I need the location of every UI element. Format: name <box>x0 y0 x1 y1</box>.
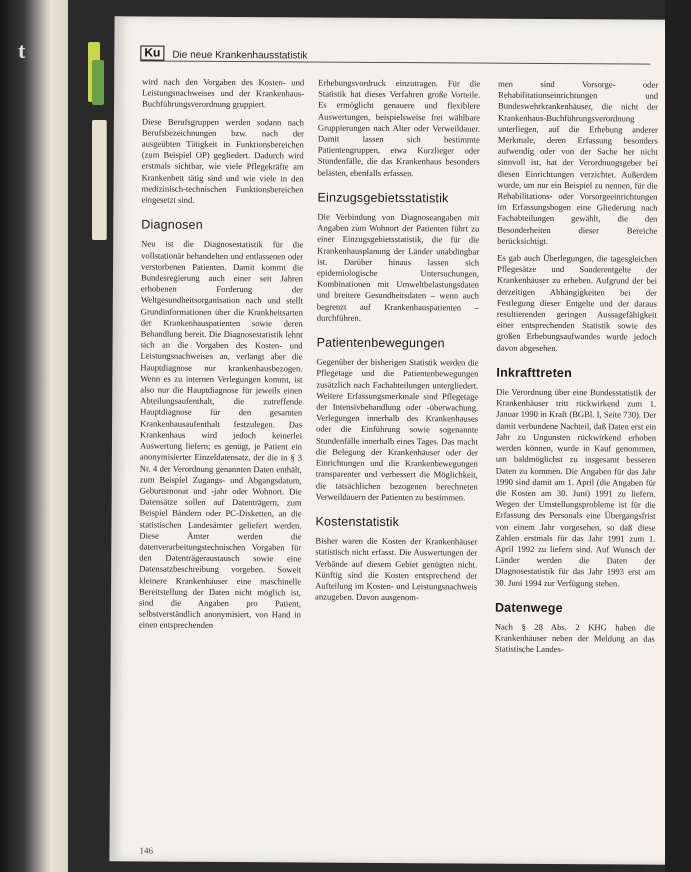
section-heading: Kostenstatistik <box>315 514 400 529</box>
section-heading: Einzugsgebietsstatistik <box>317 190 449 206</box>
text-column-2 <box>315 78 480 610</box>
paragraph: Neu ist die Diagnosestatistik für die vollstationär behandelten und entlassenen oder verstorbenen Patienten. Damit kommt die Bundesregierung auch einer seit Jahren erhobenen Forderung der Weltgesundheitsorganisation nach und stellt Grundinformationen über die Krankheitsarten der Krankenhauspatienten sowie deren Behandlung bereit. Die Diagnosestatistik lehnt sich an die Vorgaben des Kosten- und Leistungsnachweises an, verlangt aber die Hauptdiagnose nur krankenhausbezogen. Wenn es zu internen Verlegungen kommt, ist also nur die Hauptdiagnose für jeweils einen Abteilungsaufenthalt, die zutreffende Hauptdiagnose für den gesamten Krankenhausaufenthalt festzulegen. Das Krankenhaus wird jedoch keinerlei Auswertung liefern; es genügt, je Patient ein anonymisierter Einzeldatensatz, der die in § 3 Nr. 4 der Verordnung genannten Daten enthält, zum Beispiel Zugangs- und Abgangsdatum, Geburtsmonat und -jahr oder Wohnort. Die Datensätze sollen auf Datenträgern, zum Beispiel Bändern oder PC-Disketten, an die statistischen Landesämter geliefert werden. Diese Ämter werden die datenverarbeitungstechnischen Vorgaben für den Datenträgeraustausch sowie eine Datensatzbeschreibung vorgeben. Soweit kleinere Krankenhäuser eine maschinelle Bereitstellung der Daten nicht möglich ist, sind die Angaben pro Patient, selbstverständlich anonymisiert, von Hand in einen entsprechenden <box>138 238 304 631</box>
paragraph: Die Verordnung über eine Bundesstatistik der Krankenhäuser tritt rückwirkend zum 1. Januar 1990 in Kraft (BGBl. I, Seite 730). Der damit verbundene Nachteil, daß Daten erst ein Jahr zu Ungunsten rückwirkend erhoben werden können, wurde in Kauf genommen, um baldmöglichst zu insgesamt besseren Daten zu kommen. Die Angaben für das Jahr 1990 sind damit am 1. April (die Angaben für die Kosten am 30. Juni) 1991 zu liefern. Wegen der Umstellungsprobleme ist für die Erfassung des Personals eine Übergangsfrist von einem Jahr vorgesehen, so daß diese Zahlen erstmals für das Jahr 1991 zum 1. April 1992 zu liefern sind. Auf Wunsch der Länder werden die Daten der Diagnosestatistik für das Jahr 1993 erst am 30. Juni 1994 zur Verfügung stehen. <box>495 386 657 588</box>
paragraph: wird nach den Vorgaben des Kosten- und Leistungsnachweises und der Krankenhaus-Buchführungsverordnung gruppiert. <box>142 76 305 110</box>
spine-letter: t <box>18 38 26 63</box>
page-stack-edge <box>92 120 107 240</box>
text-column-1 <box>139 76 304 638</box>
publication-logo: Ku <box>140 45 164 60</box>
scan-border <box>665 0 691 872</box>
section-heading: Patientenbewegungen <box>316 335 445 351</box>
paragraph: Diese Berufsgruppen werden sodann nach Berufsbezeichnungen bzw. nach der ausgeübten Tätigkeit in Funktionsbereichen (zum Beispiel OP) gegliedert. Dadurch wird erstmals sichtbar, wie viele Pflegekräfte am Krankenbett tätig sind und wie viele in den medizinisch-technischen Funktionsbereichen eingesetzt sind. <box>141 116 304 205</box>
section-heading: Diagnosen <box>141 217 203 233</box>
paragraph: Die Verbindung von Diagnoseangaben mit Angaben zum Wohnort der Patienten führt zu einer Einzugsgebietsstatistik, die für die Krankenhausplanung der Länder unabdingbar ist. Darüber hinaus lassen sich epidemiologische Untersuchungen, Kombinationen mit Umweltbelastungsdaten und breitere Gesundheitsdaten – wenn auch begrenzt auf Krankenhauspatienten – durchführen. <box>316 211 480 323</box>
page-number: 146 <box>139 845 154 856</box>
paragraph: Es gab auch Überlegungen, die tagesgleichen Pflegesätze und Sonderentgelte der Krankenhäuser zu erheben. Aufgrund der bei derzeitigen Abhängigkeiten bei der Festlegung dieser Entgelte und der daraus resultierenden geringen Aussagefähigkeit einer entsprechenden Statistik sowie des großen Erhebungsaufwandes wurde jedoch davon abgesehen. <box>496 252 658 353</box>
running-header <box>140 44 650 64</box>
running-title: Die neue Krankenhausstatistik <box>172 49 308 62</box>
section-heading: Datenwege <box>494 600 563 615</box>
paragraph: Erhebungsvordruck einzutragen. Für die Statistik hat dieses Verfahren große Vorteile. Es ermöglicht genauere und flexiblere Auswertungen, beispielsweise frei wählbare Gruppierungen nach Alter oder Verweildauer. Damit lassen sich bestimmte Patientengruppen, etwa Kurzlieger oder Stundenfälle, die das Krankenhaus besonders belasten, ebenfalls erfassen. <box>317 77 481 178</box>
paragraph: Gegenüber der bisherigen Statistik werden die Pflegetage und die Patientenbewegungen zusätzlich nach Fachabteilungen untergliedert. Weitere Erfassungsmerkmale sind Pflegetage der Intensivbehandlung oder -überwachung. Verlegungen innerhalb des Krankenhauses oder die Einführung sowie sogenannte Stundenfälle innerhalb eines Tages. Das macht die Belegung der Krankenhäuser oder der Einrichtungen und die Krankenbewegungen transparenter und verbessert die Möglichkeit, die tatsächlichen bezogenen berechneten Verweildauern der Patienten zu bestimmen. <box>315 356 479 503</box>
paragraph: Nach § 28 Abs. 2 KHG haben die Krankenhäuser neben der Meldung an das Statistische Landes- <box>494 621 655 655</box>
bookmark-tab <box>92 60 104 105</box>
book-spine <box>0 0 68 872</box>
paragraph: men sind Vorsorge- oder Rehabilitationseinrichtungen und Bundeswehrkrankenhäuser, die nicht der Krankenhaus-Buchführungsverordnung unterliegen, auf die Erhebung anderer Merkmale, deren Erfassung besonders aufwendig oder von der Sache her nicht sinnvoll ist, hat der Verordnungsgeber bei diesen Einrichtungen verzichtet. Außerdem wurde, um nur ein Beispiel zu nennen, für die Rehabilitations- oder Vorsorgeeinrichtungen im Erfassungsbogen eine Gliederung nach Fachabteilungen gewählt, die den Besonderheiten dieser Bereiche berücksichtigt. <box>497 78 659 246</box>
document-page <box>109 16 672 864</box>
paragraph: Bisher waren die Kosten der Krankenhäuser statistisch nicht erfasst. Die Auswertungen der Verbände auf diesem Gebiet genügten nicht. Künftig sind die Kosten entsprechend der Aufteilung im Kosten- und Leistungsnachweis anzugeben. Davon ausgenom- <box>315 535 478 603</box>
section-heading: Inkrafttreten <box>496 365 572 380</box>
text-column-3 <box>495 79 659 663</box>
